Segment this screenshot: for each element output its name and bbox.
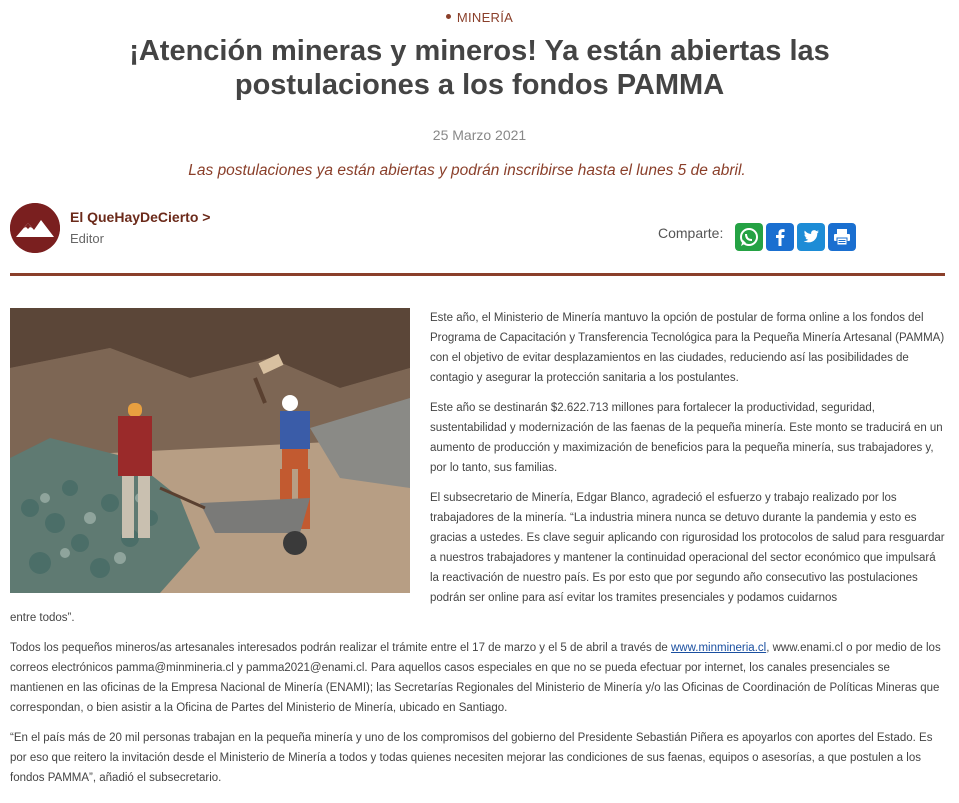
category-dot bbox=[446, 14, 451, 19]
category-label[interactable] bbox=[0, 10, 959, 25]
whatsapp-share-button[interactable] bbox=[735, 223, 763, 251]
category-text[interactable]: MINERÍA bbox=[456, 10, 514, 25]
facebook-share-button[interactable] bbox=[766, 223, 794, 251]
miners-photo-image bbox=[10, 308, 410, 593]
minmineria-link[interactable]: www.minmineria.cl bbox=[670, 642, 767, 654]
share-label: Comparte: bbox=[658, 225, 724, 241]
twitter-share-button[interactable] bbox=[797, 223, 825, 251]
whatsapp-icon bbox=[738, 226, 760, 248]
article-photo bbox=[10, 308, 410, 593]
paragraph-2: Este año se destinarán $2.622.713 millones para fortalecer la productividad, seguridad, sustentabilidad y modernización de las faenas de la pequeña minería. Este monto se traducirá en un aumento de producción y maximización de beneficios para la pequeña minería, sus trabajadores y, por lo tanto, sus familias. bbox=[430, 402, 943, 474]
print-button[interactable] bbox=[828, 223, 856, 251]
paragraph-3-end: entre todos”. bbox=[10, 612, 75, 624]
article-date: 25 Marzo 2021 bbox=[432, 127, 527, 143]
paragraph-5: “En el país más de 20 mil personas trabajan en la pequeña minería y uno de los compromisos del gobierno del Presidente Sebastián Piñera es apoyarlos con aportes del Estado. Es por eso que reitero la invitación desde el Ministerio de Minería a todos y todas quienes necesiten mejorar las condiciones de sus faenas, equipos o asesorías, a que postulen a los fondos PAMMA”, añadió el subsecretario. bbox=[10, 732, 933, 784]
author-avatar[interactable] bbox=[10, 203, 60, 253]
paragraph-4-text-start: Todos los pequeños mineros/as artesanales interesados podrán realizar el trámite entre el 17 de marzo y el 5 de abril a través de bbox=[10, 642, 671, 654]
twitter-icon bbox=[800, 226, 822, 248]
paragraph-3: El subsecretario de Minería, Edgar Blanco, agradeció el esfuerzo y trabajo realizado por los trabajadores de la minería. “La industria minera nunca se detuvo durante la pandemia y esto es gracias a ustedes. Es clave seguir aplicando con rigurosidad los protocolos de salud para resguardar a nuestros trabajadores y mantener la continuidad operacional del sector económico que impulsará la reactivación de nuestro país. Es por esto que por segundo año consecutivo las postulaciones podrán ser online para así evitar los tramites presenciales y podamos cuidarnos bbox=[430, 492, 945, 604]
paragraph-4-text-end: , www.enami.cl o por medio de los correos electrónicos pamma@minmineria.cl y pamma2021@enami.cl. Para aquellos casos especiales en que no se pueda efectuar por internet, los canales presenciales se mantienen en las oficinas de la Empresa Nacional de Minería (ENAMI); las Secretarías Regionales del Ministerio de Minería y/o las Oficinas de Coordinación de Políticas Mineras que correspondan, o bien asistir a la Oficina de Partes del Ministerio de Minería, ubicado en Santiago. bbox=[10, 642, 941, 714]
article-lead: Las postulaciones ya están abiertas y podrán inscribirse hasta el lunes 5 de abril. bbox=[188, 162, 746, 179]
author-name-link[interactable]: El QueHayDeCierto > bbox=[70, 209, 211, 225]
author-block bbox=[10, 203, 210, 253]
print-icon bbox=[831, 226, 853, 248]
share-bar bbox=[658, 223, 859, 251]
header-divider bbox=[10, 273, 945, 276]
author-role: Editor bbox=[70, 231, 104, 246]
paragraph-1: Este año, el Ministerio de Minería mantuvo la opción de postular de forma online a los fondos del Programa de Capacitación y Transferencia Tecnológica para la Pequeña Minería Artesanal (PAMMA) con el objetivo de evitar desplazamientos en las ciudades, reduciendo así las posibilidades de contagio y asegurar la protección sanitaria a los postulantes. bbox=[430, 312, 945, 384]
facebook-icon bbox=[769, 226, 791, 248]
article-title: ¡Atención mineras y mineros! Ya están abiertas las postulaciones a los fondos PAMMA bbox=[129, 35, 830, 101]
paragraph-4 bbox=[10, 638, 945, 718]
mountain-logo-icon bbox=[10, 203, 60, 253]
